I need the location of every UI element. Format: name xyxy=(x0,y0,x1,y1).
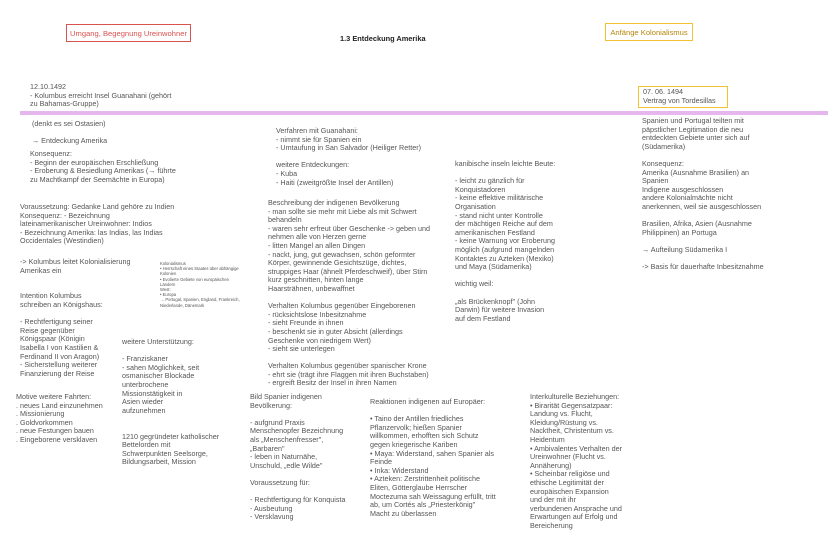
text-block-inseln: kanibische inseln leichte Beute: - leicht zu gänzlich für Konquistadoren - keine effektive militärische Organisation - stand nicht unter Kontrolle der mächtigen Reiche auf dem amerikanischen Festland - keine Warnung vor Eroberung möglich (aufgrund mangelnden Kontaktes zu Azteken (Mexiko) und Maya (Südamerika) wichtig weil: „als Brückenknopf" (John Darwin) für weitere Invasion auf dem Festland xyxy=(455,159,556,323)
text-block-konsequenz: Konsequenz: - Beginn der europäischen Erschließung - Eroberung & Besiedlung Amerikas (→ führte zu Machtkampf der Seemächte in Europa) xyxy=(30,149,176,184)
text-block-ostasien: (denkt es sei Ostasien) → Entdeckung Amerika xyxy=(32,119,108,146)
text-block-motive: Motive weitere Fahrten: . neues Land einzunehmen . Missionierung . Goldvorkommen . neue Festungen bauen . Eingeborene versklaven xyxy=(16,392,103,444)
timeline-bar xyxy=(20,111,828,115)
text-block-unterstuetzung: weitere Unterstützung: - Franziskaner - sahen Möglichkeit, seit osmanischer Blockade unterbrochene Missionstätigkeit in Asien wieder aufzunehmen 1210 gegründeter katholischer Bettelorden mit Schwerpunkten Seelsorge, Bildungsarbeit, Mission xyxy=(122,337,220,467)
text-block-kolonialismus-note: Kolonialismus • Herrschaft eines Staates über abhängige Kolonien • Evolierte Gebiete von europäischen Ländern West: • Europa → Portugal, Spanien, England, Frankreich, Niederlande, Dänemark xyxy=(160,261,240,308)
page-title: 1.3 Entdeckung Amerika xyxy=(340,34,426,43)
text-block-landing: 12.10.1492 - Kolumbus erreicht Insel Guanahani (gehört zu Bahamas-Gruppe) xyxy=(30,82,172,109)
date-box-tordesillas: 07. 06. 1494 Vertrag von Tordesillas xyxy=(638,86,728,108)
topic-box-kolonialismus: Anfänge Kolonialismus xyxy=(605,23,693,41)
text-block-voraussetzung: Voraussetzung: Gedanke Land gehöre zu Indien Konsequenz: - Bezeichnung lateinamerikanischer Ureinwohner: Indios - Bezeichnung Amerika: las Indias, las Indias Occidentales (Westindien) xyxy=(20,202,175,246)
text-block-interkulturell: Interkulturelle Beziehungen: • Birarität Gegensatzpaar: Landung vs. Flucht, Kleidung/Rüstung vs. Nacktheit, Christentum vs. Heidentum • Ambivalentes Verhalten der Ureinwohner (Flucht vs. Annäherung) • Scheinbar religiöse und ethische Legitimität der europäischen Expansion und der mit ihr verbundenen Ansprache und Erwartungen auf Erfolg und Bereicherung xyxy=(530,392,623,530)
text-block-bild-spanier: Bild Spanier indigenen Bevölkerung: - aufgrund Praxis Menschenopfer Bezeichnung als „Menschenfresser", „Barbaren" - leben in Naturnähe, Unschuld, „edle Wilde" Voraussetzung für: - Rechtfertigung für Konquista - Ausbeutung - Versklavung xyxy=(250,392,346,522)
topic-box-ureinwohner: Umgang, Begegnung Ureinwohner xyxy=(66,24,191,42)
text-block-reaktionen: Reaktionen indigenen auf Europäer: • Taino der Antillen friedliches Pflanzervolk; hießen Spanier willkommen, erhofften sich Schutz gegen kriegerische Kariben • Maya: Widerstand, sahen Spanier als Feinde • Inka: Widerstand • Azteken: Zerstrittenheit politische Eliten, Götterglaube Herrscher Moctezuma sah Weissagung erfüllt, tritt ab, um Cortés als „Priesterkönig" Macht zu überlassen xyxy=(370,397,496,518)
text-block-tordesillas: Spanien und Portugal teilten mit päpstlicher Legitimation die neu entdeckten Gebiete unter sich auf (Südamerika) Konsequenz: Amerika (Ausnahme Brasilien) an Spanien Indigene ausgeschlossen andere Kolonialmächte nicht anerkennen, weil sie ausgeschlossen Brasilien, Afrika, Asien (Ausnahme Philippinen) an Portuga → Aufteilung Südamerika I -> Basis für dauerhafte Inbesitznahme xyxy=(642,116,764,272)
text-block-intention: -> Kolumbus leitet Kolonialisierung Amerikas ein Intention Kolumbus schreiben an Königshaus: - Rechtfertigung seiner Reise gegenüber Königspaar (Königin Isabella I von Kastilien & Ferdinand II von Aragon) - Sicherstellung weiterer Finanzierung der Reise xyxy=(20,257,131,378)
text-block-guanahani: Verfahren mit Guanahani: - nimmt sie für Spanien ein - Umtaufung in San Salvador (Heiliger Retter) weitere Entdeckungen: - Kuba - Haiti (zweitgrößte Insel der Antillen) xyxy=(276,126,422,187)
text-block-beschreibung: Beschreibung der indigenen Bevölkerung - man sollte sie mehr mit Liebe als mit Schwert behandeln - waren sehr erfreut über Geschenke -> geben und nehmen alle von Herzen gerne - litten Mangel an allen Dingen - nackt, jung, gut gewachsen, schön geformter Körper, gewinnende Gesichtszüge, dichtes, struppiges Haar (ähnelt Pferdeschweif), über Stirn kurz geschnitten, hinten lange Haarsträhnen, unbewaffnet Verhalten Kolumbus gegenüber Eingeborenen - rücksichtslose Inbesitznahme - sieht Freunde in ihnen - beschenkt sie in guter Absicht (allerdings Geschenke von niedrigem Wert) - sieht sie unterlegen Verhalten Kolumbus gegenüber spanischer Krone - ehrt sie (trägt ihre Flaggen mit ihren Buchstaben) - ergreift Besitz der Insel in ihren Namen xyxy=(268,198,431,388)
